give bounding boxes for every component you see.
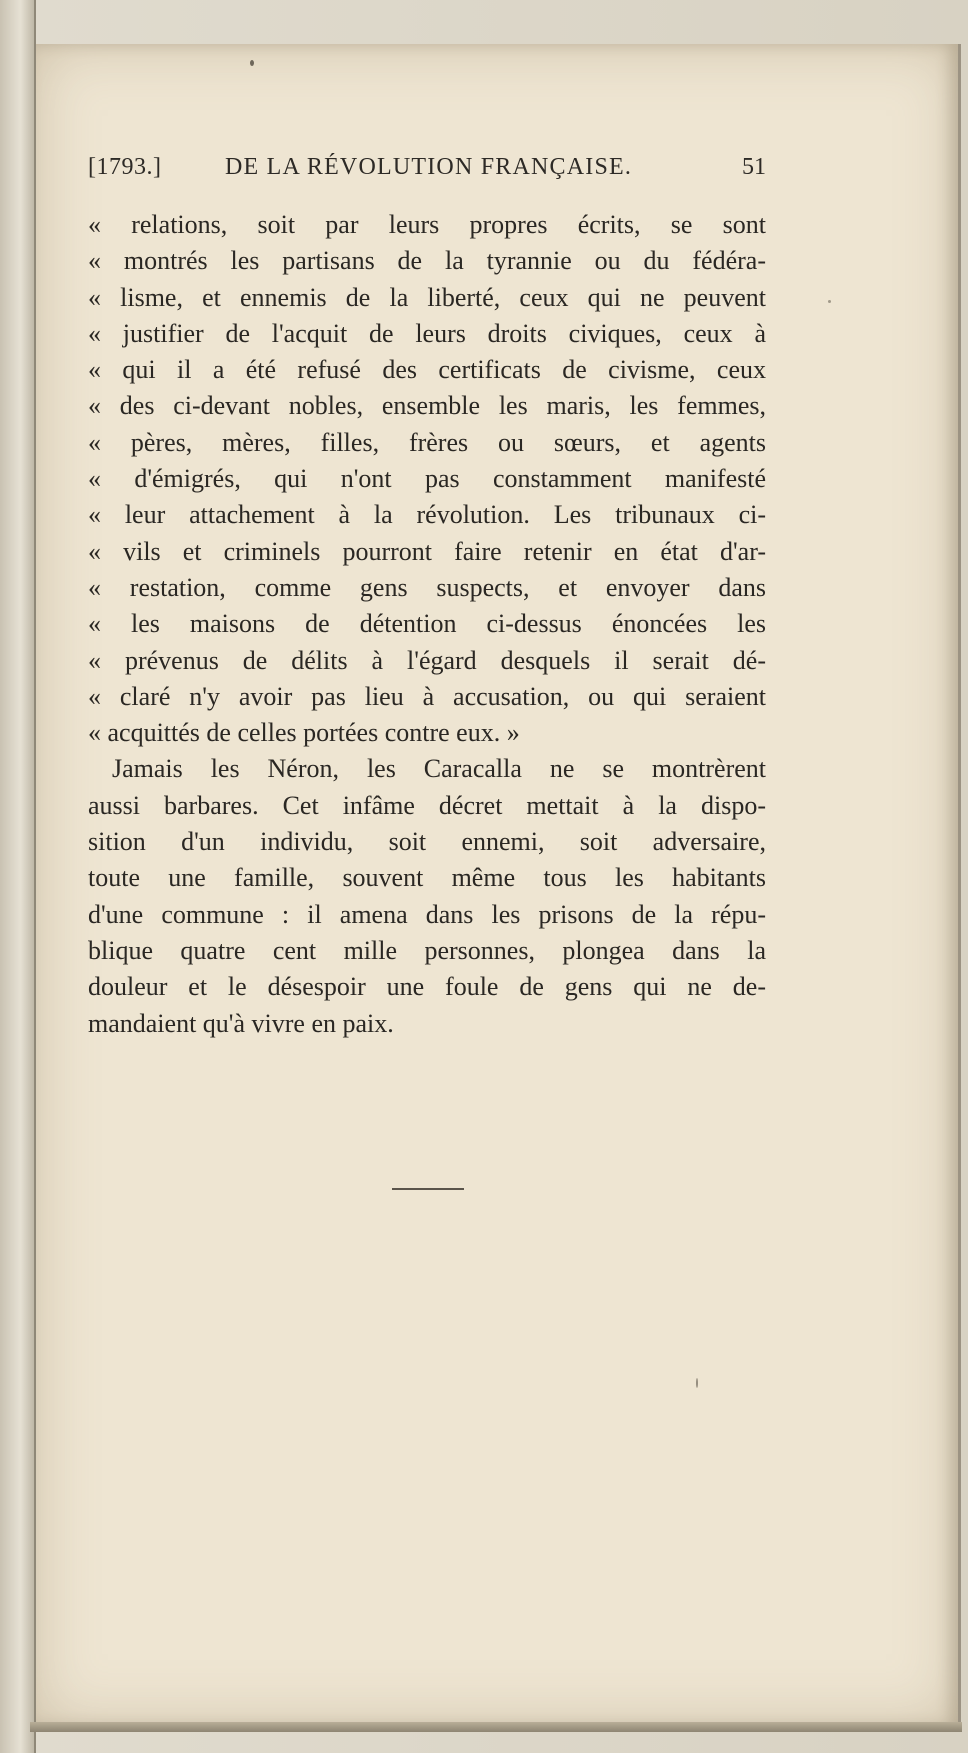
text-line: « justifier de l'acquit de leurs droits civiques, ceux à	[88, 318, 766, 348]
running-head	[88, 154, 766, 190]
text-line: « relations, soit par leurs propres écrits, se sont	[88, 210, 766, 239]
text-line: « vils et criminels pourront faire retenir en état d'ar-	[88, 536, 766, 566]
text-line: « pères, mères, filles, frères ou sœurs, et agents	[88, 427, 766, 457]
text-line: « leur attachement à la révolution. Les tribunaux ci-	[88, 500, 766, 530]
paper-fleck	[696, 1378, 698, 1388]
text-line: douleur et le désespoir une foule de gens qui ne de-	[88, 972, 766, 1002]
text-line: « les maisons de détention ci-dessus énoncées les	[88, 609, 766, 639]
paper-fleck	[828, 300, 831, 303]
paper-fleck	[250, 60, 254, 66]
text-line: « prévenus de délits à l'égard desquels il serait dé-	[88, 645, 766, 675]
text-line: « d'émigrés, qui n'ont pas constamment manifesté	[88, 464, 766, 494]
section-rule	[392, 1188, 464, 1190]
text-line: aussi barbares. Cet infâme décret mettait à la dispo-	[88, 790, 766, 820]
text-line: « restation, comme gens suspects, et envoyer dans	[88, 572, 766, 602]
running-head-title: DE LA RÉVOLUTION FRANÇAISE.	[225, 154, 633, 180]
page-number: 51	[742, 154, 766, 180]
text-line: « des ci-devant nobles, ensemble les maris, les femmes,	[88, 391, 766, 421]
text-line: « claré n'y avoir pas lieu à accusation, ou qui seraient	[88, 681, 766, 711]
text-line: « lisme, et ennemis de la liberté, ceux qui ne peuvent	[88, 282, 766, 312]
text-line: mandaient qu'à vivre en paix.	[88, 1008, 394, 1038]
adjacent-page-edge	[0, 0, 36, 1753]
text-line: blique quatre cent mille personnes, plongea dans la	[88, 935, 766, 965]
body-text	[88, 207, 766, 1042]
text-line: sition d'un individu, soit ennemi, soit adversaire,	[88, 827, 766, 857]
text-line: toute une famille, souvent même tous les habitants	[88, 863, 766, 893]
page-bottom-edge	[30, 1722, 962, 1732]
text-line: « acquittés de celles portées contre eux. »	[88, 718, 520, 748]
text-line: « montrés les partisans de la tyrannie ou du fédéra-	[88, 246, 766, 276]
paragraph-first-line: Jamais les Néron, les Caracalla ne se montrèrent	[112, 754, 766, 784]
text-line: « qui il a été refusé des certificats de civisme, ceux	[88, 355, 766, 385]
running-head-year: [1793.]	[88, 154, 162, 180]
text-line: d'une commune : il amena dans les prisons de la répu-	[88, 899, 766, 929]
